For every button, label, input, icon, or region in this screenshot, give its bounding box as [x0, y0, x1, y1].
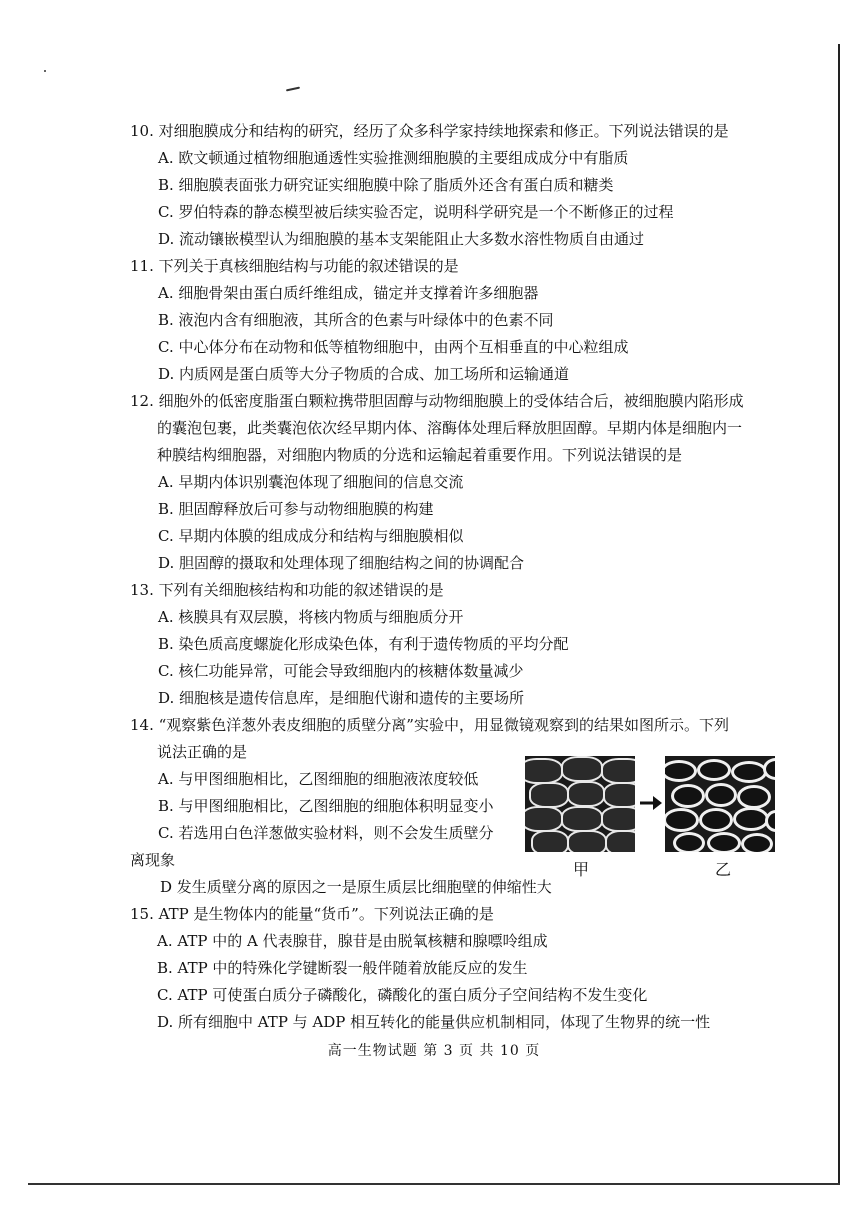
option-c: C. 罗伯特森的静态模型被后续实验否定，说明科学研究是一个不断修正的过程	[158, 203, 674, 221]
option-d: D. 所有细胞中 ATP 与 ADP 相互转化的能量供应机制相同，体现了生物界的统一性	[157, 1013, 711, 1031]
option-c: C. ATP 可使蛋白质分子磷酸化，磷酸化的蛋白质分子空间结构不发生变化	[157, 986, 648, 1004]
cell-shape	[529, 782, 569, 808]
question-stem-line: 12. 细胞外的低密度脂蛋白颗粒携带胆固醇与动物细胞膜上的受体结合后，被细胞膜内陷形成	[130, 392, 744, 410]
option-a: A. ATP 中的 A 代表腺苷，腺苷是由脱氧核糖和腺嘌呤组成	[157, 932, 548, 950]
option-d: D 发生质壁分离的原因之一是原生质层比细胞壁的伸缩性大	[160, 878, 552, 896]
option-a: A. 欧文顿通过植物细胞通透性实验推测细胞膜的主要组成成分中有脂质	[158, 149, 629, 167]
exam-content	[130, 118, 780, 1036]
question-stem-line: 14. “观察紫色洋葱外表皮细胞的质壁分离”实验中，用显微镜观察到的结果如图所示。下列	[130, 716, 729, 734]
question-stem-line: 说法正确的是	[157, 743, 248, 761]
option-a: A. 核膜具有双层膜，将核内物质与细胞质分开	[158, 608, 464, 626]
cell-shape	[733, 807, 769, 831]
cell-shape	[603, 782, 635, 808]
option-c-continued: 离现象	[130, 851, 176, 869]
micrograph-yi	[665, 756, 775, 852]
question-14	[130, 712, 780, 901]
cell-shape	[601, 758, 635, 784]
page-footer: 高一生物试题 第 3 页 共 10 页	[327, 1043, 541, 1059]
option-a: A. 细胞骨架由蛋白质纤维组成，锚定并支撑着许多细胞器	[158, 284, 539, 302]
cell-shape	[525, 758, 563, 784]
cell-shape	[673, 832, 705, 852]
cell-shape	[741, 833, 773, 852]
cell-shape	[561, 806, 603, 832]
option-b: B. 胆固醇释放后可参与动物细胞膜的构建	[158, 500, 434, 518]
question-stem-line: 的囊泡包裹，此类囊泡依次经早期内体、溶酶体处理后释放胆固醇。早期内体是细胞内一	[157, 419, 743, 437]
question-15	[130, 901, 780, 1036]
scan-speck	[44, 70, 46, 72]
option-b: B. 细胞膜表面张力研究证实细胞膜中除了脂质外还含有蛋白质和糖类	[158, 176, 614, 194]
micrograph-jia	[525, 756, 635, 852]
option-b: B. ATP 中的特殊化学键断裂一般伴随着放能反应的发生	[157, 959, 528, 977]
cell-shape	[567, 781, 605, 807]
scan-edge-bottom	[28, 1183, 840, 1185]
question-12	[130, 388, 780, 577]
micrograph-figure	[525, 756, 775, 890]
option-d: D. 胆固醇的摄取和处理体现了细胞结构之间的协调配合	[158, 554, 525, 572]
scan-edge-right	[838, 44, 840, 1184]
cell-shape	[737, 785, 771, 809]
cell-shape	[731, 761, 767, 783]
option-c: C. 若选用白色洋葱做实验材料，则不会发生质壁分	[158, 824, 494, 842]
question-stem-line: 10. 对细胞膜成分和结构的研究，经历了众多科学家持续地探索和修正。下列说法错误的是	[130, 122, 729, 140]
question-stem-line: 11. 下列关于真核细胞结构与功能的叙述错误的是	[130, 257, 459, 275]
cell-shape	[699, 808, 733, 832]
option-b: B. 染色质高度螺旋化形成染色体，有利于遗传物质的平均分配	[158, 635, 569, 653]
figure-label-yi: 乙	[715, 860, 732, 879]
option-c: C. 核仁功能异常，可能会导致细胞内的核糖体数量减少	[158, 662, 524, 680]
option-a: A. 早期内体识别囊泡体现了细胞间的信息交流	[158, 473, 464, 491]
cell-shape	[707, 832, 741, 852]
question-stem-line: 13. 下列有关细胞核结构和功能的叙述错误的是	[130, 581, 444, 599]
option-b: B. 液泡内含有细胞液，其所含的色素与叶绿体中的色素不同	[158, 311, 554, 329]
cell-shape	[665, 808, 699, 832]
cell-shape	[561, 756, 603, 782]
cell-shape	[765, 810, 775, 832]
option-d: D. 内质网是蛋白质等大分子物质的合成、加工场所和运输通道	[158, 365, 570, 383]
cell-shape	[601, 806, 635, 832]
cell-shape	[665, 760, 697, 782]
option-d: D. 流动镶嵌模型认为细胞膜的基本支架能阻止大多数水溶性物质自由通过	[158, 230, 645, 248]
option-c: C. 中心体分布在动物和低等植物细胞中，由两个互相垂直的中心粒组成	[158, 338, 629, 356]
option-d: D. 细胞核是遗传信息库，是细胞代谢和遗传的主要场所	[158, 689, 525, 707]
question-stem-line: 15. ATP 是生物体内的能量“货币”。下列说法正确的是	[130, 905, 494, 923]
cell-shape	[671, 784, 705, 808]
figure-label-jia: 甲	[573, 860, 590, 879]
cell-shape	[605, 830, 635, 852]
question-10	[130, 118, 780, 253]
option-c: C. 早期内体膜的组成成分和结构与细胞膜相似	[158, 527, 464, 545]
scan-speck	[286, 87, 300, 92]
cell-shape	[697, 759, 731, 781]
cell-shape	[525, 806, 563, 832]
arrow-right-icon	[639, 794, 663, 812]
cell-shape	[531, 830, 569, 852]
question-11	[130, 253, 780, 388]
question-list	[130, 118, 780, 712]
question-13	[130, 577, 780, 712]
cell-shape	[705, 783, 737, 807]
option-b: B. 与甲图细胞相比，乙图细胞的细胞体积明显变小	[158, 797, 494, 815]
question-stem-line: 种膜结构细胞器，对细胞内物质的分选和运输起着重要作用。下列说法错误的是	[157, 446, 683, 464]
option-a: A. 与甲图细胞相比，乙图细胞的细胞液浓度较低	[158, 770, 479, 788]
cell-shape	[567, 830, 607, 852]
